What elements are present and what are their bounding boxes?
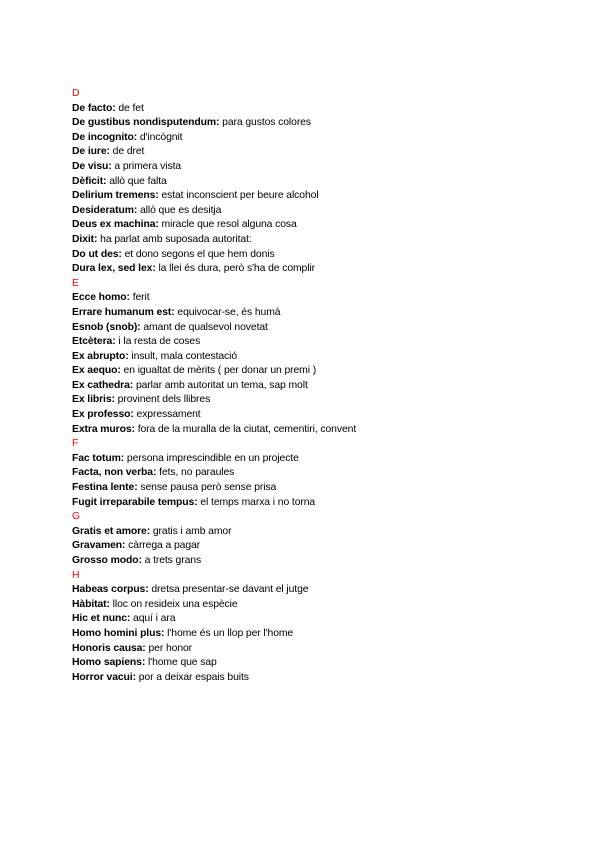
entry-term: Festina lente: (72, 482, 138, 494)
glossary-entry (72, 131, 572, 146)
glossary-entry (72, 218, 572, 233)
entry-meaning: a trets grans (141, 555, 202, 566)
glossary-entry (72, 627, 572, 642)
glossary-entry (72, 379, 572, 394)
entry-term: Esnob (snob): (72, 321, 141, 333)
entry-meaning: provinent dels llibres (114, 394, 211, 406)
entry-meaning: amant de qualsevol novetat (140, 321, 268, 333)
glossary-entry (72, 189, 572, 204)
entry-term: Gratis et amore: (72, 525, 151, 537)
entry-meaning: per honor (145, 642, 193, 654)
entry-meaning: allò que falta (106, 175, 167, 187)
entry-meaning: dretsa presentar-se davant el jutge (148, 584, 309, 596)
glossary-entry (72, 262, 572, 277)
entry-meaning: para gustos colores (219, 117, 311, 129)
glossary-entry (72, 364, 572, 379)
entry-meaning: miracle que resol alguna cosa (158, 219, 297, 231)
glossary-entry (72, 321, 572, 336)
entry-meaning: equivocar-se, és humà (174, 306, 281, 318)
glossary-entry (72, 554, 572, 569)
entry-term: Fugit irreparabile tempus: (72, 496, 198, 508)
entry-meaning: expressament (133, 409, 201, 421)
entry-meaning: a primera vista (111, 160, 182, 172)
entry-meaning: fora de la muralla de la ciutat, cementiri, convent (134, 423, 357, 435)
entry-meaning: ha parlat amb suposada autoritat: (97, 233, 252, 245)
glossary-entry (72, 481, 572, 496)
glossary-entry (72, 466, 572, 481)
entry-term: Habeas corpus: (72, 584, 149, 596)
glossary-entry (72, 452, 572, 467)
section-letter: F (72, 438, 79, 450)
entry-term: Desideratum: (72, 204, 138, 216)
entry-term: Dixit: (72, 233, 98, 245)
glossary-entry (72, 175, 572, 190)
entry-term: Errare humanum est: (72, 306, 175, 318)
entry-term: Ex professo: (72, 409, 134, 421)
entry-meaning: estat inconscient per beure alcohol (158, 190, 319, 202)
section-letter: E (72, 277, 79, 289)
entry-meaning: parlar amb autoritat un tema, sap molt (133, 379, 308, 391)
entry-term: Ex libris: (72, 394, 115, 406)
glossary-entry (72, 291, 572, 306)
entry-term: Delirium tremens: (72, 190, 159, 202)
entry-term: Gravamen: (72, 540, 126, 552)
entry-term: De facto: (72, 102, 116, 114)
entry-term: Homo sapiens: (72, 657, 146, 669)
entry-term: Dura lex, sed lex: (72, 263, 156, 275)
entry-meaning: aquí i ara (130, 613, 176, 625)
entry-meaning: persona imprescindible en un projecte (124, 452, 299, 464)
entry-meaning: ferit (129, 292, 150, 304)
entry-term: Fac totum: (72, 452, 125, 464)
entry-meaning: l'home és un llop per l'home (164, 627, 294, 639)
glossary-entry (72, 598, 572, 613)
glossary-entry (72, 248, 572, 263)
glossary-entry (72, 145, 572, 160)
glossary-entry (72, 496, 572, 511)
entry-term: Ecce homo: (72, 292, 130, 304)
entry-meaning: sense pausa però sense prisa (137, 482, 277, 494)
glossary-entry (72, 525, 572, 540)
entry-term: Hic et nunc: (72, 613, 131, 625)
entry-term: Homo homini plus: (72, 627, 165, 639)
section-letter: H (72, 569, 80, 581)
glossary-entry (72, 642, 572, 657)
entry-meaning: lloc on resideix una espècie (109, 598, 238, 610)
glossary-entry (72, 583, 572, 598)
entry-term: Honoris causa: (72, 642, 146, 654)
glossary-entry (72, 160, 572, 175)
entry-term: Dèficit: (72, 175, 107, 187)
entry-meaning: fets, no paraules (156, 467, 235, 479)
glossary-entry (72, 671, 572, 686)
glossary-entry (72, 335, 572, 350)
entry-term: De incognito: (72, 131, 138, 143)
glossary-entry (72, 656, 572, 671)
glossary-entry (72, 408, 572, 423)
entry-term: Deus ex machina: (72, 219, 159, 231)
entry-term: De gustibus nondisputendum: (72, 117, 220, 129)
glossary-entry (72, 423, 572, 438)
entry-meaning: el temps marxa i no torna (197, 496, 316, 508)
entry-term: Ex aequo: (72, 365, 121, 377)
glossary-entry (72, 116, 572, 131)
entry-term: Hàbitat: (72, 598, 110, 610)
entry-term: Facta, non verba: (72, 467, 157, 479)
entry-meaning: insult, mala contestació (128, 350, 238, 362)
entry-term: Ex abrupto: (72, 350, 129, 362)
glossary-entry (72, 612, 572, 627)
entry-meaning: por a deixar espais buits (135, 671, 249, 683)
entry-meaning: de dret (109, 146, 145, 158)
entry-term: Do ut des: (72, 248, 122, 260)
entry-term: De iure: (72, 146, 110, 158)
entry-meaning: et dono segons el que hem donis (121, 248, 275, 260)
glossary-entry (72, 350, 572, 365)
entry-meaning: d'incògnit (137, 131, 183, 143)
entry-meaning: de fet (115, 102, 144, 114)
entry-meaning: la llei és dura, però s'ha de complir (155, 263, 316, 275)
glossary-entry (72, 204, 572, 219)
section-letter: D (72, 88, 80, 99)
entry-meaning: gratis i amb amor (150, 525, 232, 537)
entry-term: Horror vacui: (72, 671, 136, 683)
glossary-entry (72, 539, 572, 554)
entry-meaning: i la resta de coses (115, 336, 201, 348)
glossary-entry (72, 102, 572, 117)
entry-meaning: allò que es desitja (137, 204, 222, 216)
glossary-entry (72, 393, 572, 408)
glossary-document (72, 87, 572, 685)
entry-term: Ex cathedra: (72, 379, 134, 391)
glossary-entry (72, 233, 572, 248)
entry-meaning: en igualtat de mèrits ( per donar un premi ) (120, 365, 317, 377)
glossary-entry (72, 306, 572, 321)
section-letter: G (72, 511, 80, 523)
entry-term: De visu: (72, 160, 112, 172)
entry-term: Extra muros: (72, 423, 135, 435)
entry-meaning: càrrega a pagar (125, 540, 201, 552)
entry-term: Etcètera: (72, 336, 116, 348)
entry-term: Grosso modo: (72, 555, 142, 566)
entry-meaning: l'home que sap (145, 657, 217, 669)
